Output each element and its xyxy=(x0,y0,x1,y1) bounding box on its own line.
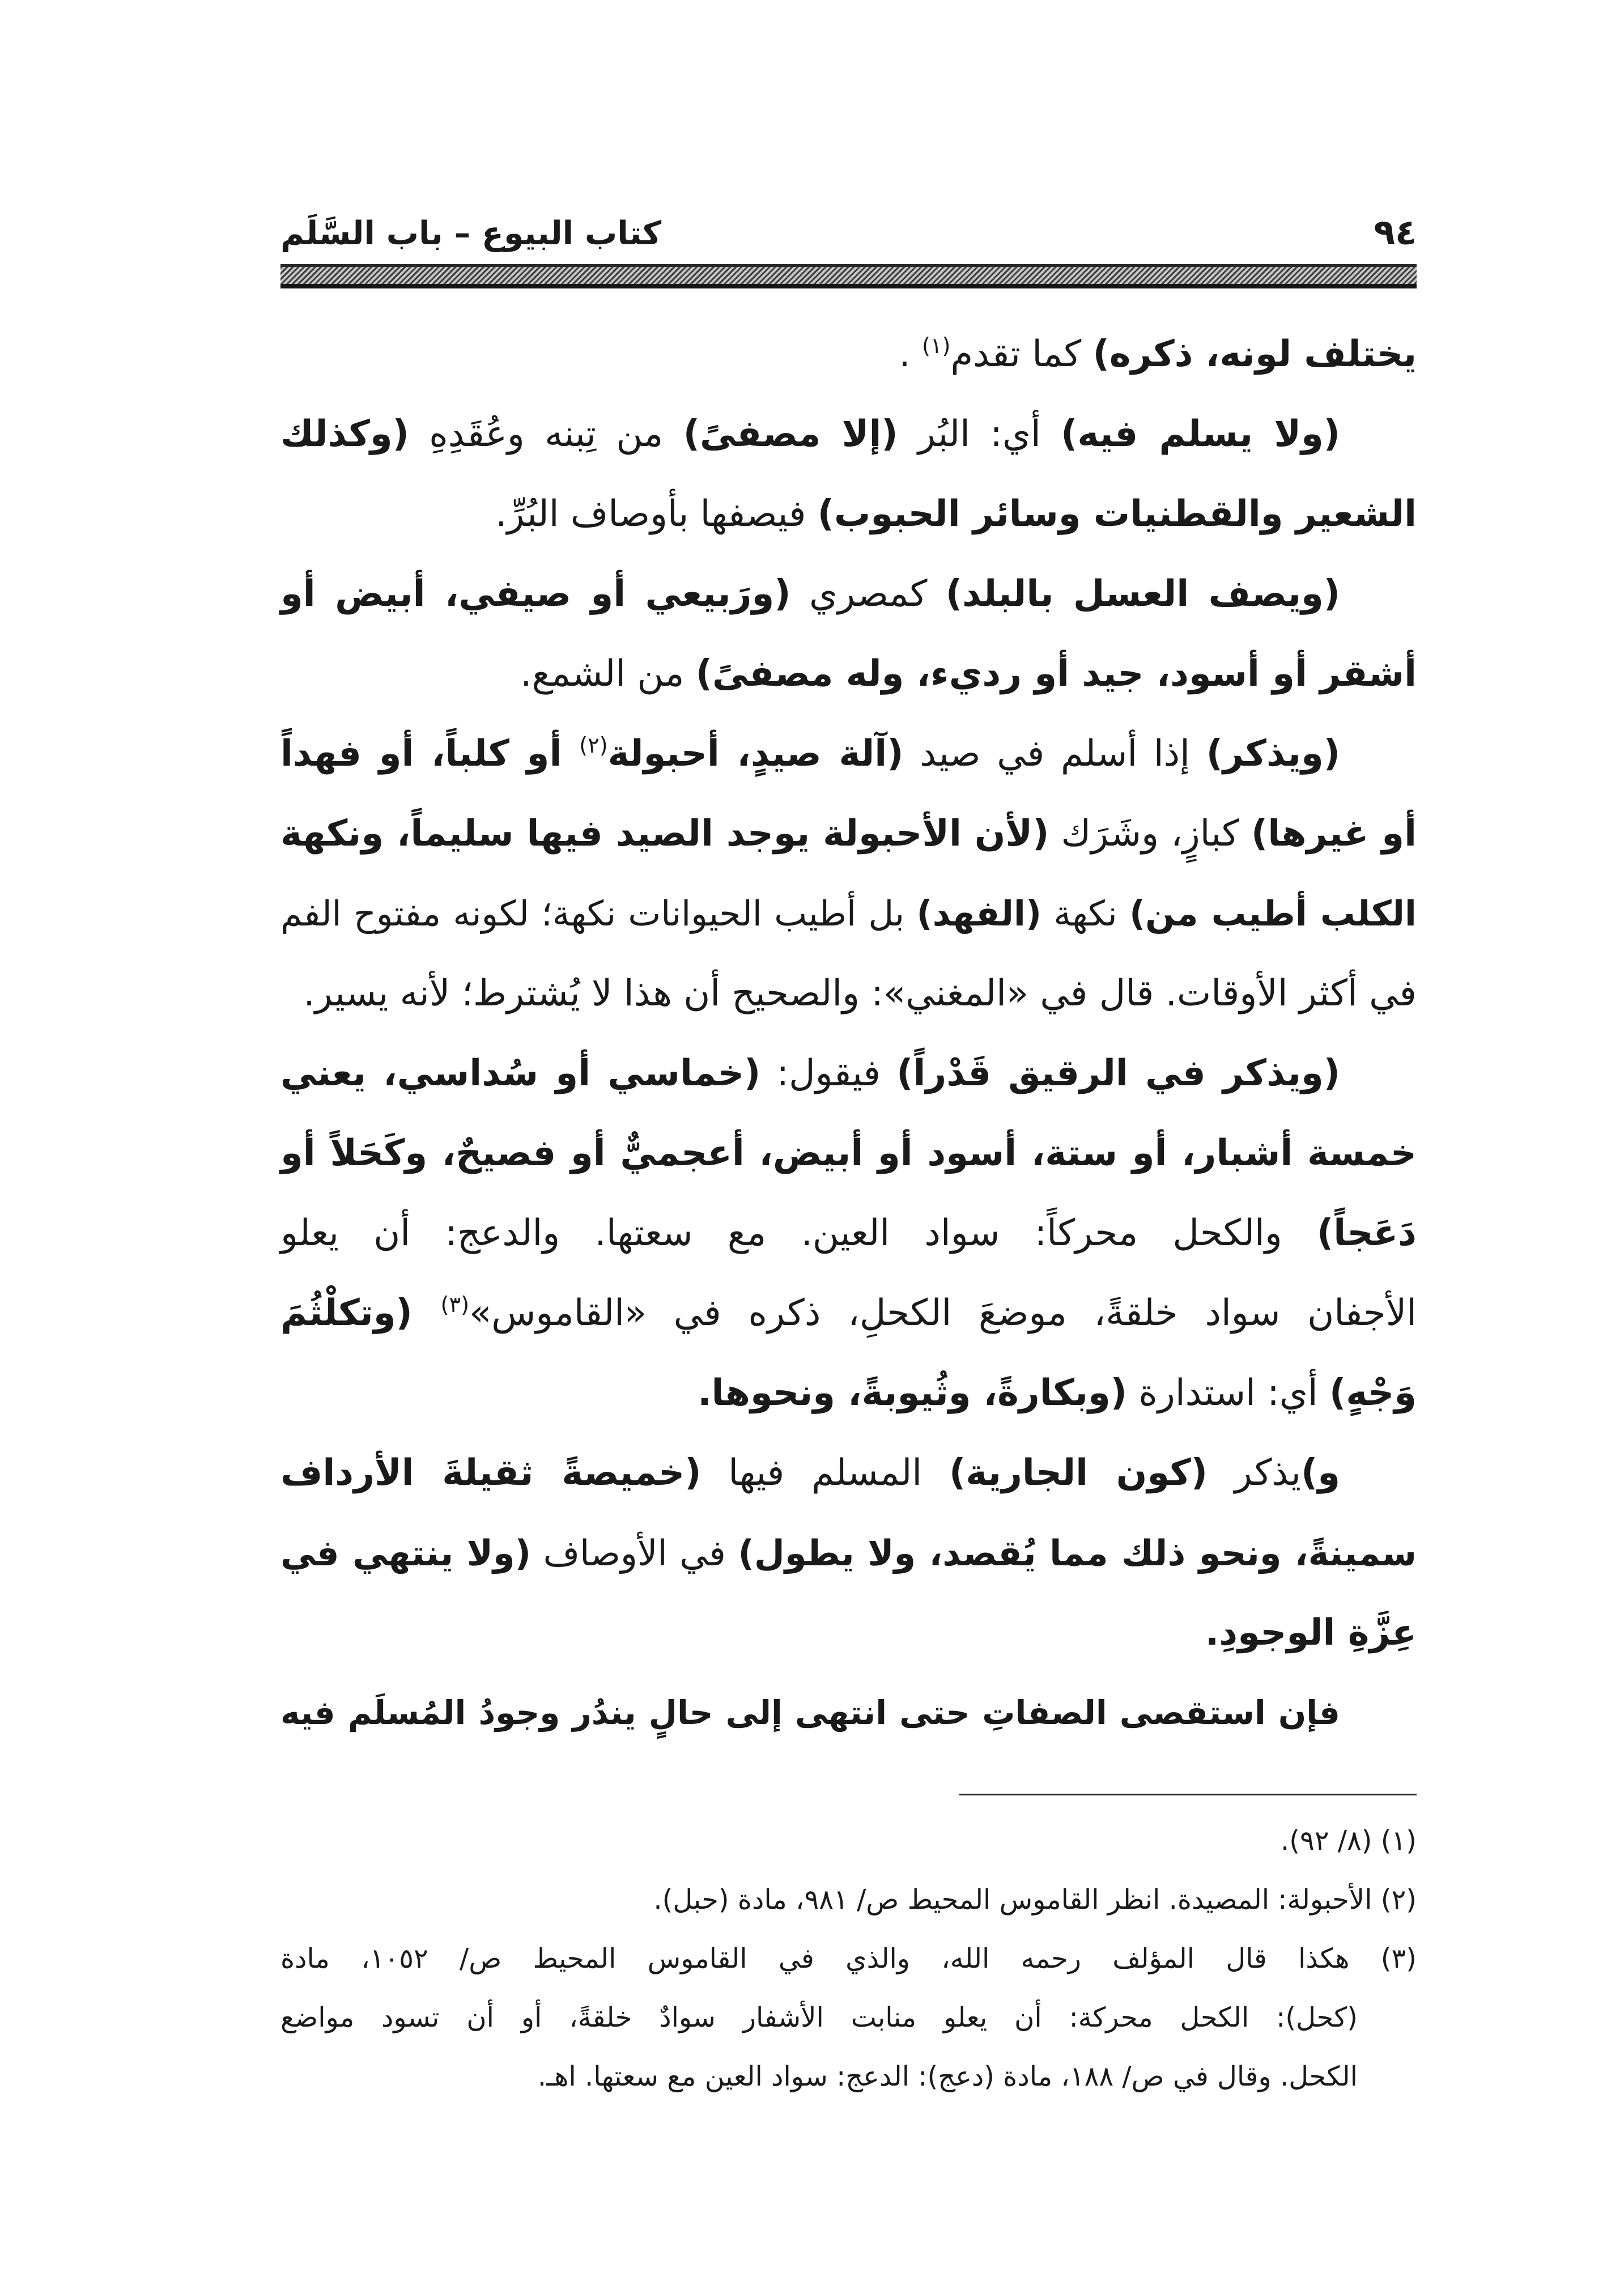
matn-text: أشقر أو أسود، جيد أو رديء، وله مصفىً) xyxy=(695,653,1417,695)
commentary-text: إذا أسلم في صيد xyxy=(903,733,1206,775)
commentary-text: نكهة xyxy=(1041,894,1130,934)
commentary-text: أي: البُر xyxy=(898,413,1061,455)
matn-text: (ويذكر في الرقيق قَدْراً) xyxy=(896,1052,1340,1094)
body-line xyxy=(280,714,1417,794)
footnote-ref: (٣) xyxy=(440,1292,470,1318)
body-line xyxy=(280,1433,1417,1513)
commentary-text: من تِبنه وعُقَدِهِ xyxy=(409,413,683,455)
commentary-text: والكحل محركاً: سواد العين. مع سعتها. والدعج: أن يعلو xyxy=(280,1212,1317,1254)
commentary-text: بل أطيب الحيوانات نكهة؛ لكونه مفتوح الفم xyxy=(280,894,917,934)
footnote-number: (٢) xyxy=(1380,1884,1417,1916)
body-line xyxy=(280,1593,1417,1673)
matn-text: (ورَبيعي أو صيفي، أبيض أو xyxy=(280,573,791,615)
commentary-text: أي: استدارة xyxy=(1127,1372,1330,1414)
commentary-text: كبازٍ، وشَرَك xyxy=(1049,813,1251,855)
body-line xyxy=(280,1673,1417,1753)
commentary-text: في أكثر الأوقات. قال في «المغني»: والصحيح أن هذا لا يُشترط؛ لأنه يسير. xyxy=(303,973,1417,1014)
footnote-line xyxy=(280,1988,1417,2047)
footnote-text: هكذا قال المؤلف رحمه الله، والذي في القاموس المحيط ص/ ١٠٥٢، مادة xyxy=(280,1943,1350,1974)
matn-text: (ويصف العسل بالبلد) xyxy=(945,573,1341,615)
matn-text: خمسة أشبار، أو ستة، أسود أو أبيض، أعجميٌّ أو فصيحٌ، وكَحَلاً أو xyxy=(280,1132,1417,1174)
commentary-text: . xyxy=(899,333,922,375)
footnote-ref: (٢) xyxy=(579,732,608,758)
footnote-line xyxy=(280,1929,1417,1988)
footnote xyxy=(280,1929,1417,2106)
body-line xyxy=(280,794,1417,874)
matn-text: (ولا ينتهي في xyxy=(280,1532,532,1574)
header-rule xyxy=(280,264,1417,288)
matn-text: (آلة صيدٍ، أحبولة xyxy=(607,733,904,775)
body-line xyxy=(280,954,1417,1034)
matn-text: (ويذكر) xyxy=(1206,733,1341,775)
matn-text: الشعير والقطنيات وسائر الحبوب) xyxy=(817,493,1417,535)
commentary-text: الأجفان سواد خلقةً، موضعَ الكحلِ، ذكره في «القاموس» xyxy=(469,1292,1417,1334)
commentary-text: كما تقدم xyxy=(950,333,1093,375)
matn-text: عِزَّةِ الوجودِ. xyxy=(1205,1612,1417,1654)
matn-text: (ولا يسلم فيه) xyxy=(1061,413,1341,455)
footnotes xyxy=(280,1811,1417,2106)
matn-text: الكلب أطيب من) xyxy=(1129,894,1417,934)
matn-text: و) xyxy=(1301,1452,1341,1494)
body-line xyxy=(280,1194,1417,1273)
matn-text: (وبكارةً، وثُيوبةً، ونحوها. xyxy=(698,1372,1128,1414)
commentary-text: فيقول: xyxy=(760,1052,897,1094)
body-line xyxy=(280,1114,1417,1194)
matn-text: (إلا مصفىً) xyxy=(683,413,898,455)
matn-text: أو غيرها) xyxy=(1251,813,1417,855)
commentary-text: يذكر xyxy=(1208,1452,1301,1494)
body-line xyxy=(280,1034,1417,1114)
running-title: كتاب البيوع – باب السَّلَم xyxy=(280,215,662,252)
footnote-text: الأحبولة: المصيدة. انظر القاموس المحيط ص/ ٩٨١، مادة (حبل). xyxy=(653,1884,1372,1916)
footnote-ref: (١) xyxy=(921,333,951,359)
commentary-text: كمصري xyxy=(790,573,946,615)
running-header xyxy=(280,207,1417,258)
body-line xyxy=(280,554,1417,634)
matn-text: (وكذلك xyxy=(280,413,409,455)
body-line xyxy=(280,315,1417,394)
body-line xyxy=(280,1513,1417,1593)
commentary-text: فيصفها بأوصاف البُرِّ. xyxy=(495,493,818,535)
body-line xyxy=(280,874,1417,954)
footnote-line xyxy=(280,1811,1417,1870)
matn-text: يختلف لونه، ذكره) xyxy=(1092,333,1417,375)
footnote-text: الكحل. وقال في ص/ ١٨٨، مادة (دعج): الدعج: سواد العين مع سعتها. اهـ. xyxy=(537,2061,1358,2092)
body-line xyxy=(280,394,1417,474)
footnote-line xyxy=(280,2047,1417,2106)
commentary-text: من الشمع. xyxy=(520,653,696,695)
commentary-text: في الأوصاف xyxy=(531,1532,738,1574)
footnote-text: (كحل): الكحل محركة: أن يعلو منابت الأشفار سوادٌ خلقةً، أو أن تسود مواضع xyxy=(280,2002,1358,2033)
matn-text: دَعَجاً) xyxy=(1317,1212,1417,1254)
matn-text: فإن استقصى الصفاتِ حتى انتهى إلى حالٍ يندُر وجودُ المُسلَم فيه xyxy=(280,1693,1340,1732)
footnote-line xyxy=(280,1870,1417,1929)
body-line xyxy=(280,1353,1417,1433)
page-number: ٩٤ xyxy=(1374,211,1417,253)
body-line xyxy=(280,634,1417,714)
matn-text: (خماسي أو سُداسي، يعني xyxy=(280,1052,761,1094)
matn-text: (وتكلْثُمَ xyxy=(280,1292,441,1334)
footnote xyxy=(280,1811,1417,1870)
footnote-separator xyxy=(959,1794,1417,1795)
matn-text: سمينةً، ونحو ذلك مما يُقصد، ولا يطول) xyxy=(738,1532,1417,1574)
matn-text: (كون الجارية) xyxy=(949,1452,1208,1494)
footnote-number: (١) xyxy=(1380,1825,1417,1857)
matn-text: وَجْهٍ) xyxy=(1329,1372,1417,1414)
footnote xyxy=(280,1870,1417,1929)
matn-text: أو كلباً، أو فهداً xyxy=(280,733,580,775)
body-line xyxy=(280,474,1417,554)
commentary-text: المسلم فيها xyxy=(701,1452,949,1494)
body-line xyxy=(280,1273,1417,1353)
footnote-number: (٣) xyxy=(1380,1943,1417,1974)
matn-text: (خميصةً ثقيلةَ الأرداف xyxy=(280,1452,702,1494)
matn-text: (لأن الأحبولة يوجد الصيد فيها سليماً، ونكهة xyxy=(280,813,1049,855)
footnote-text: (٨/ ٩٢). xyxy=(1280,1825,1372,1857)
body-text xyxy=(280,315,1417,1753)
matn-text: (الفهد) xyxy=(916,894,1042,934)
